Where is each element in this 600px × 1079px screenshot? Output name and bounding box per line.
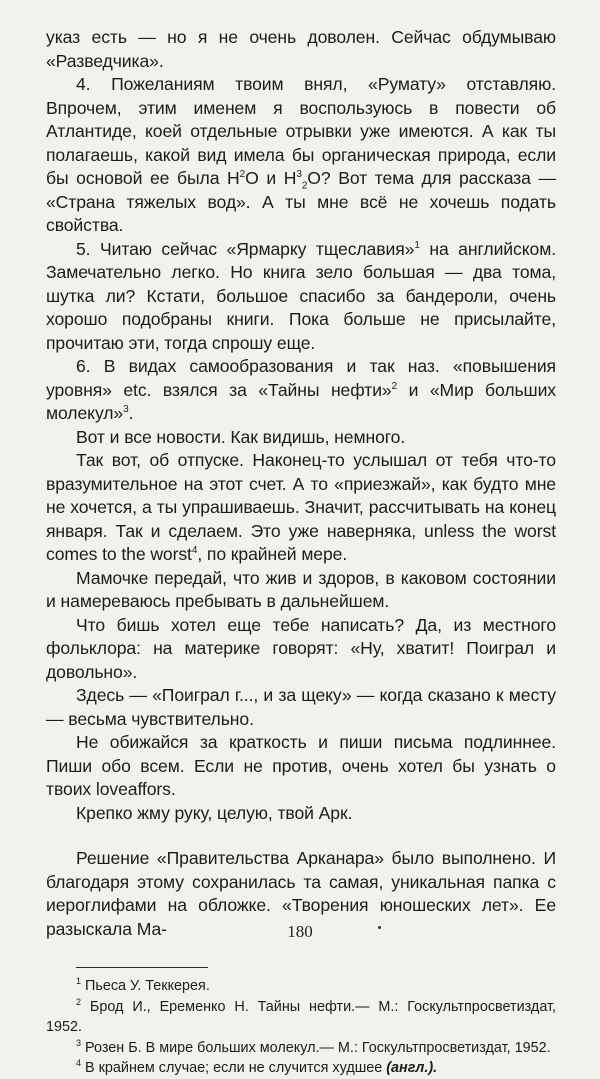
footnote-divider	[76, 967, 208, 968]
footnote-ref: 4	[191, 545, 198, 557]
footnote-number: 4	[76, 1058, 82, 1069]
paragraph-4	[46, 426, 556, 450]
footnote-1	[46, 976, 556, 997]
paragraph-9	[46, 731, 556, 802]
paragraph-2	[46, 238, 556, 356]
paragraph-6	[46, 567, 556, 614]
paragraph-11-text: Решение «Правительства Арканара» было выполнено. И благодаря этому сохранилась та самая, уникальная папка с иероглифами на обложке. «Творения юношеских лет». Ее разыскала Ма-	[46, 848, 556, 939]
footnote-ref: 1	[414, 239, 420, 251]
footnote-text: Пьеса У. Теккерея.	[85, 978, 210, 994]
footnote-4	[46, 1058, 556, 1079]
paragraph-3	[46, 355, 556, 426]
footnote-2	[46, 997, 556, 1038]
paragraph-1-tail: O? Вот тема для рассказа — «Страна тяжелых вод». А ты мне всё не хочешь подать свойства.	[46, 168, 556, 235]
paragraph-3-mid: и «Мир больших молекул»	[46, 379, 556, 423]
footnotes	[46, 976, 556, 1079]
paragraph-0-text: указ есть — но я не очень доволен. Сейчас обдумываю «Разведчика».	[46, 27, 556, 71]
paragraph-1-mid: O и H	[245, 168, 297, 188]
signature-line: Крепко жму руку, целую, твой Арк.	[76, 802, 353, 823]
paragraph-7-text: Что бишь хотел еще тебе написать? Да, из местного фольклора: на материке говорят: «Ну, хватит! Поиграл и довольно».	[46, 614, 556, 682]
subscript: 2	[301, 180, 308, 192]
paragraph-5-tail: , по крайней мере.	[197, 544, 348, 564]
paragraph-2-text: 5. Читаю сейчас «Ярмарку тщеславия»	[76, 238, 415, 259]
footnote-text: В крайнем случае; если не случится худшее	[85, 1060, 387, 1076]
superscript: 2	[239, 169, 246, 181]
paragraph-2-tail: на английском. Замечательно легко. Но книга зело большая — два тома, шутка ли? Кстати, большое спасибо за бандероли, очень хорошо подобраны книги. Пока больше не присылайте, прочитаю эти, тогда спрошу еще.	[46, 238, 556, 353]
page-number: 180	[287, 922, 313, 941]
footnote-3	[46, 1038, 556, 1059]
footnote-ref: 2	[391, 380, 398, 392]
paragraph-6-text: Мамочке передай, что жив и здоров, в каковом состоянии и намереваюсь пребывать в дальнейшем.	[46, 567, 556, 611]
paragraph-8	[46, 684, 556, 731]
footnote-number: 1	[76, 976, 82, 987]
paragraph-3-tail: .	[128, 403, 134, 423]
footnote-text: Розен Б. В мире больших молекул.— М.: Госкультпросветиздат, 1952.	[85, 1039, 551, 1056]
paragraph-0	[46, 26, 556, 73]
section-gap	[46, 825, 556, 847]
footnote-number: 3	[76, 1037, 82, 1048]
paragraph-4-text: Вот и все новости. Как видишь, немного.	[76, 426, 406, 447]
print-speck	[378, 926, 381, 929]
paragraph-5	[46, 449, 556, 567]
footnote-number: 2	[76, 996, 82, 1007]
footnote-language-note: (англ.).	[386, 1060, 438, 1076]
paragraph-10	[46, 802, 556, 826]
paragraph-5-text: Так вот, об отпуске. Наконец-то услышал от тебя что-то вразумительное на этот счет. А то «приезжай», как будто мне не хочется, а ты упрашиваешь. Значит, рассчитывать на конец января. Так и сделаем. Это уже наверняка, unless the worst comes to the worst	[46, 450, 556, 564]
paragraph-1-text: 4. Пожеланиям твоим внял, «Румату» отставляю. Впрочем, этим именем я воспользуюсь в повести об Атлантиде, коей отдельные отрывки уже имеются. А как ты полагаешь, какой вид имела бы органическая природа, если бы основой ее была H	[46, 74, 556, 188]
paragraph-9-text: Не обижайся за краткость и пиши письма подлиннее. Пиши обо всем. Если не против, очень хотел бы узнать о твоих loveaffors.	[46, 732, 556, 799]
paragraph-3-text: 6. В видах самообразования и так наз. «повышения уровня» etc. взялся за «Тайны нефти»	[46, 356, 556, 400]
paragraph-7	[46, 614, 556, 685]
paragraph-1	[46, 73, 556, 238]
letter-text	[46, 26, 556, 941]
footnote-text: Брод И., Еременко Н. Тайны нефти.— М.: Госкультпросветиздат, 1952.	[46, 998, 557, 1035]
footnote-ref: 3	[123, 404, 129, 416]
superscript: 3	[296, 169, 302, 181]
paragraph-8-text: Здесь — «Поиграл г..., и за щеку» — когда сказано к месту — весьма чувствительно.	[46, 685, 556, 729]
